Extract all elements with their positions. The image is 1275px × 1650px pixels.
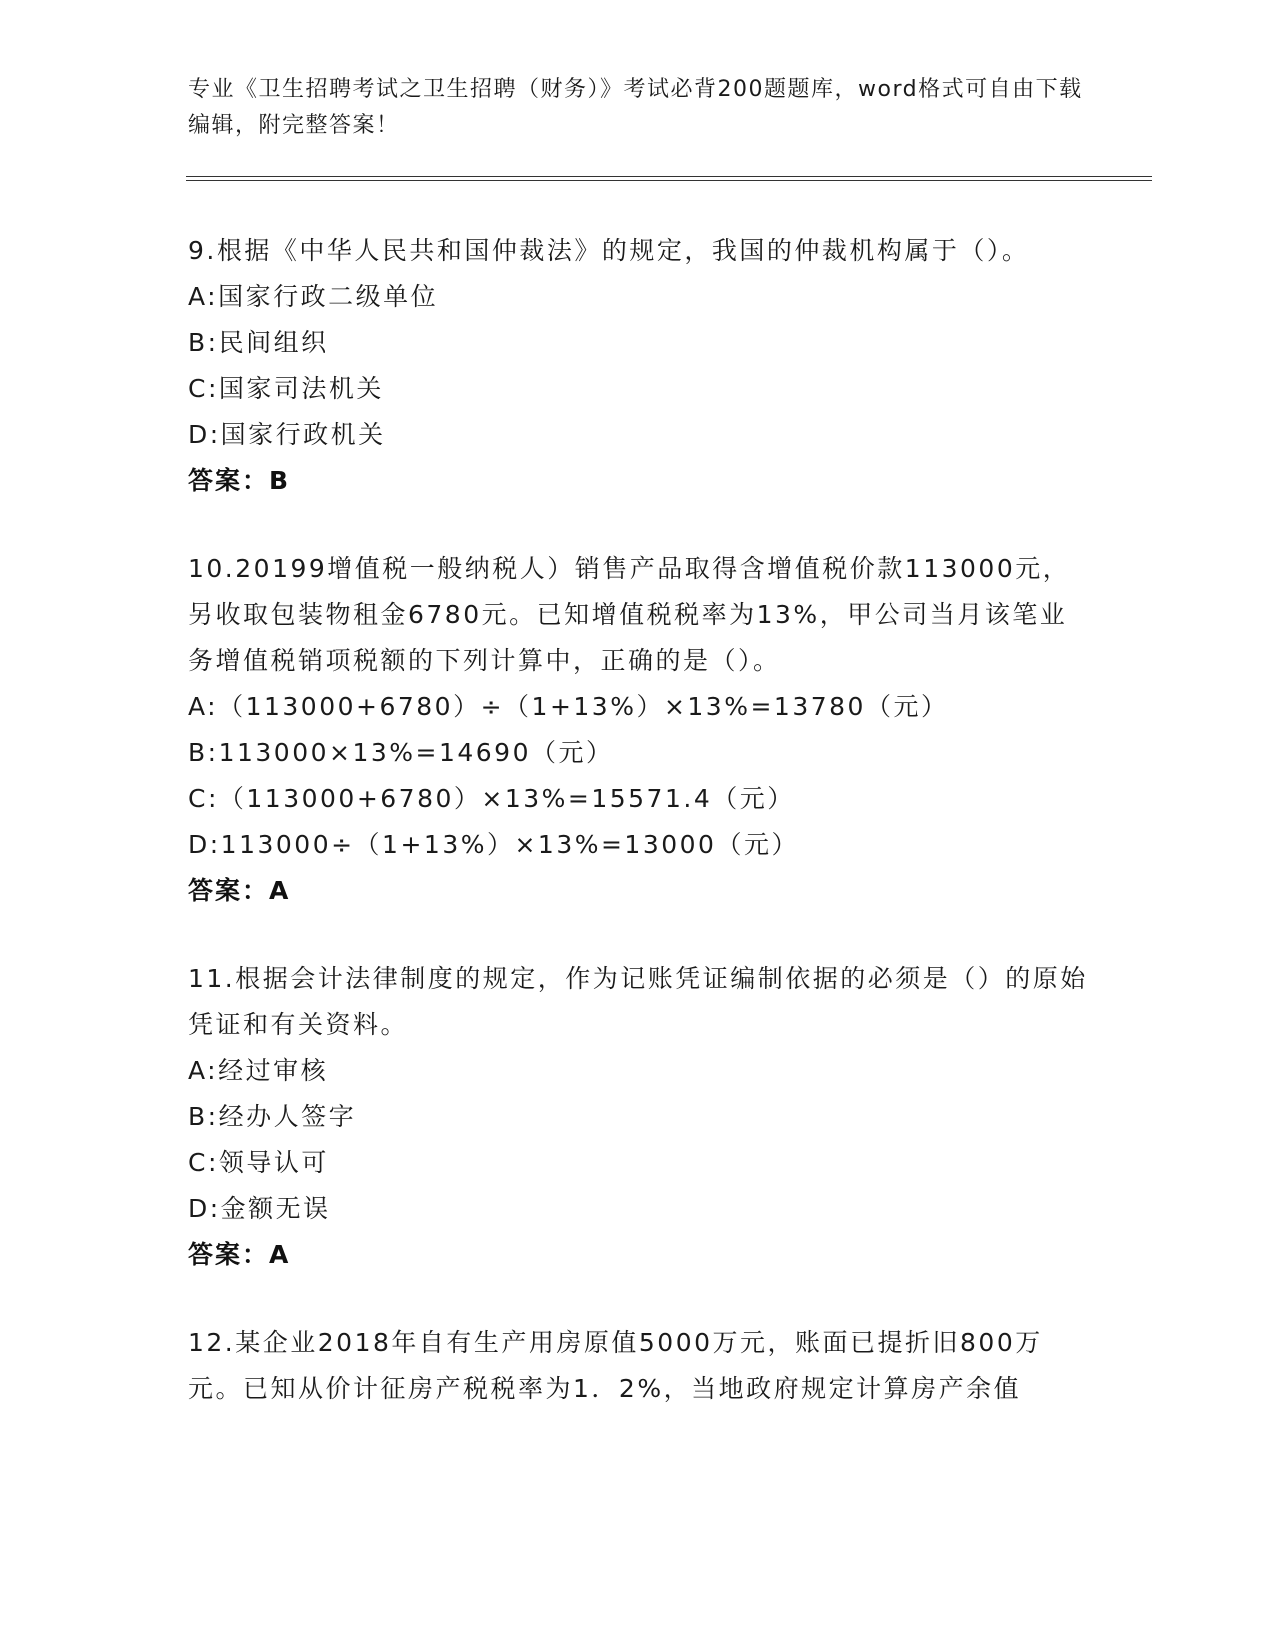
question-stem: 11.根据会计法律制度的规定，作为记账凭证编制依据的必须是（）的原始凭证和有关资料。 (188, 964, 1088, 1039)
option-b: B:113000×13%=14690（元） (188, 738, 614, 767)
option-d: D:国家行政机关 (188, 420, 386, 449)
question-9 (188, 228, 1088, 504)
option-a: A:国家行政二级单位 (188, 282, 439, 311)
option-d: D:金额无误 (188, 1194, 331, 1223)
option-b: B:经办人签字 (188, 1102, 357, 1131)
option-c: C:国家司法机关 (188, 374, 384, 403)
option-b: B:民间组织 (188, 328, 329, 357)
question-stem: 9.根据《中华人民共和国仲裁法》的规定，我国的仲裁机构属于（）。 (188, 236, 1030, 265)
answer: 答案：A (188, 1240, 291, 1269)
option-a: A:（113000+6780）÷（1+13%）×13%=13780（元） (188, 692, 949, 721)
option-d: D:113000÷（1+13%）×13%=13000（元） (188, 830, 799, 859)
header-divider (186, 176, 1152, 181)
question-stem: 12.某企业2018年自有生产用房原值5000万元，账面已提折旧800万元。已知从价计征房产税税率为1．2%，当地政府规定计算房产余值 (188, 1328, 1043, 1403)
question-11 (188, 956, 1088, 1278)
question-stem: 10.20199增值税一般纳税人）销售产品取得含增值税价款113000元，另收取包装物租金6780元。已知增值税税率为13%，甲公司当月该笔业务增值税销项税额的下列计算中，正确的是（）。 (188, 554, 1071, 675)
option-c: C:领导认可 (188, 1148, 329, 1177)
question-list (188, 228, 1088, 1454)
option-a: A:经过审核 (188, 1056, 329, 1085)
question-10 (188, 546, 1088, 914)
question-12 (188, 1320, 1088, 1412)
answer: 答案：A (188, 876, 291, 905)
answer: 答案：B (188, 466, 291, 495)
option-c: C:（113000+6780）×13%=15571.4（元） (188, 784, 795, 813)
document-header: 专业《卫生招聘考试之卫生招聘（财务）》考试必背200题题库，word格式可自由下载编辑，附完整答案！ (188, 77, 1083, 138)
